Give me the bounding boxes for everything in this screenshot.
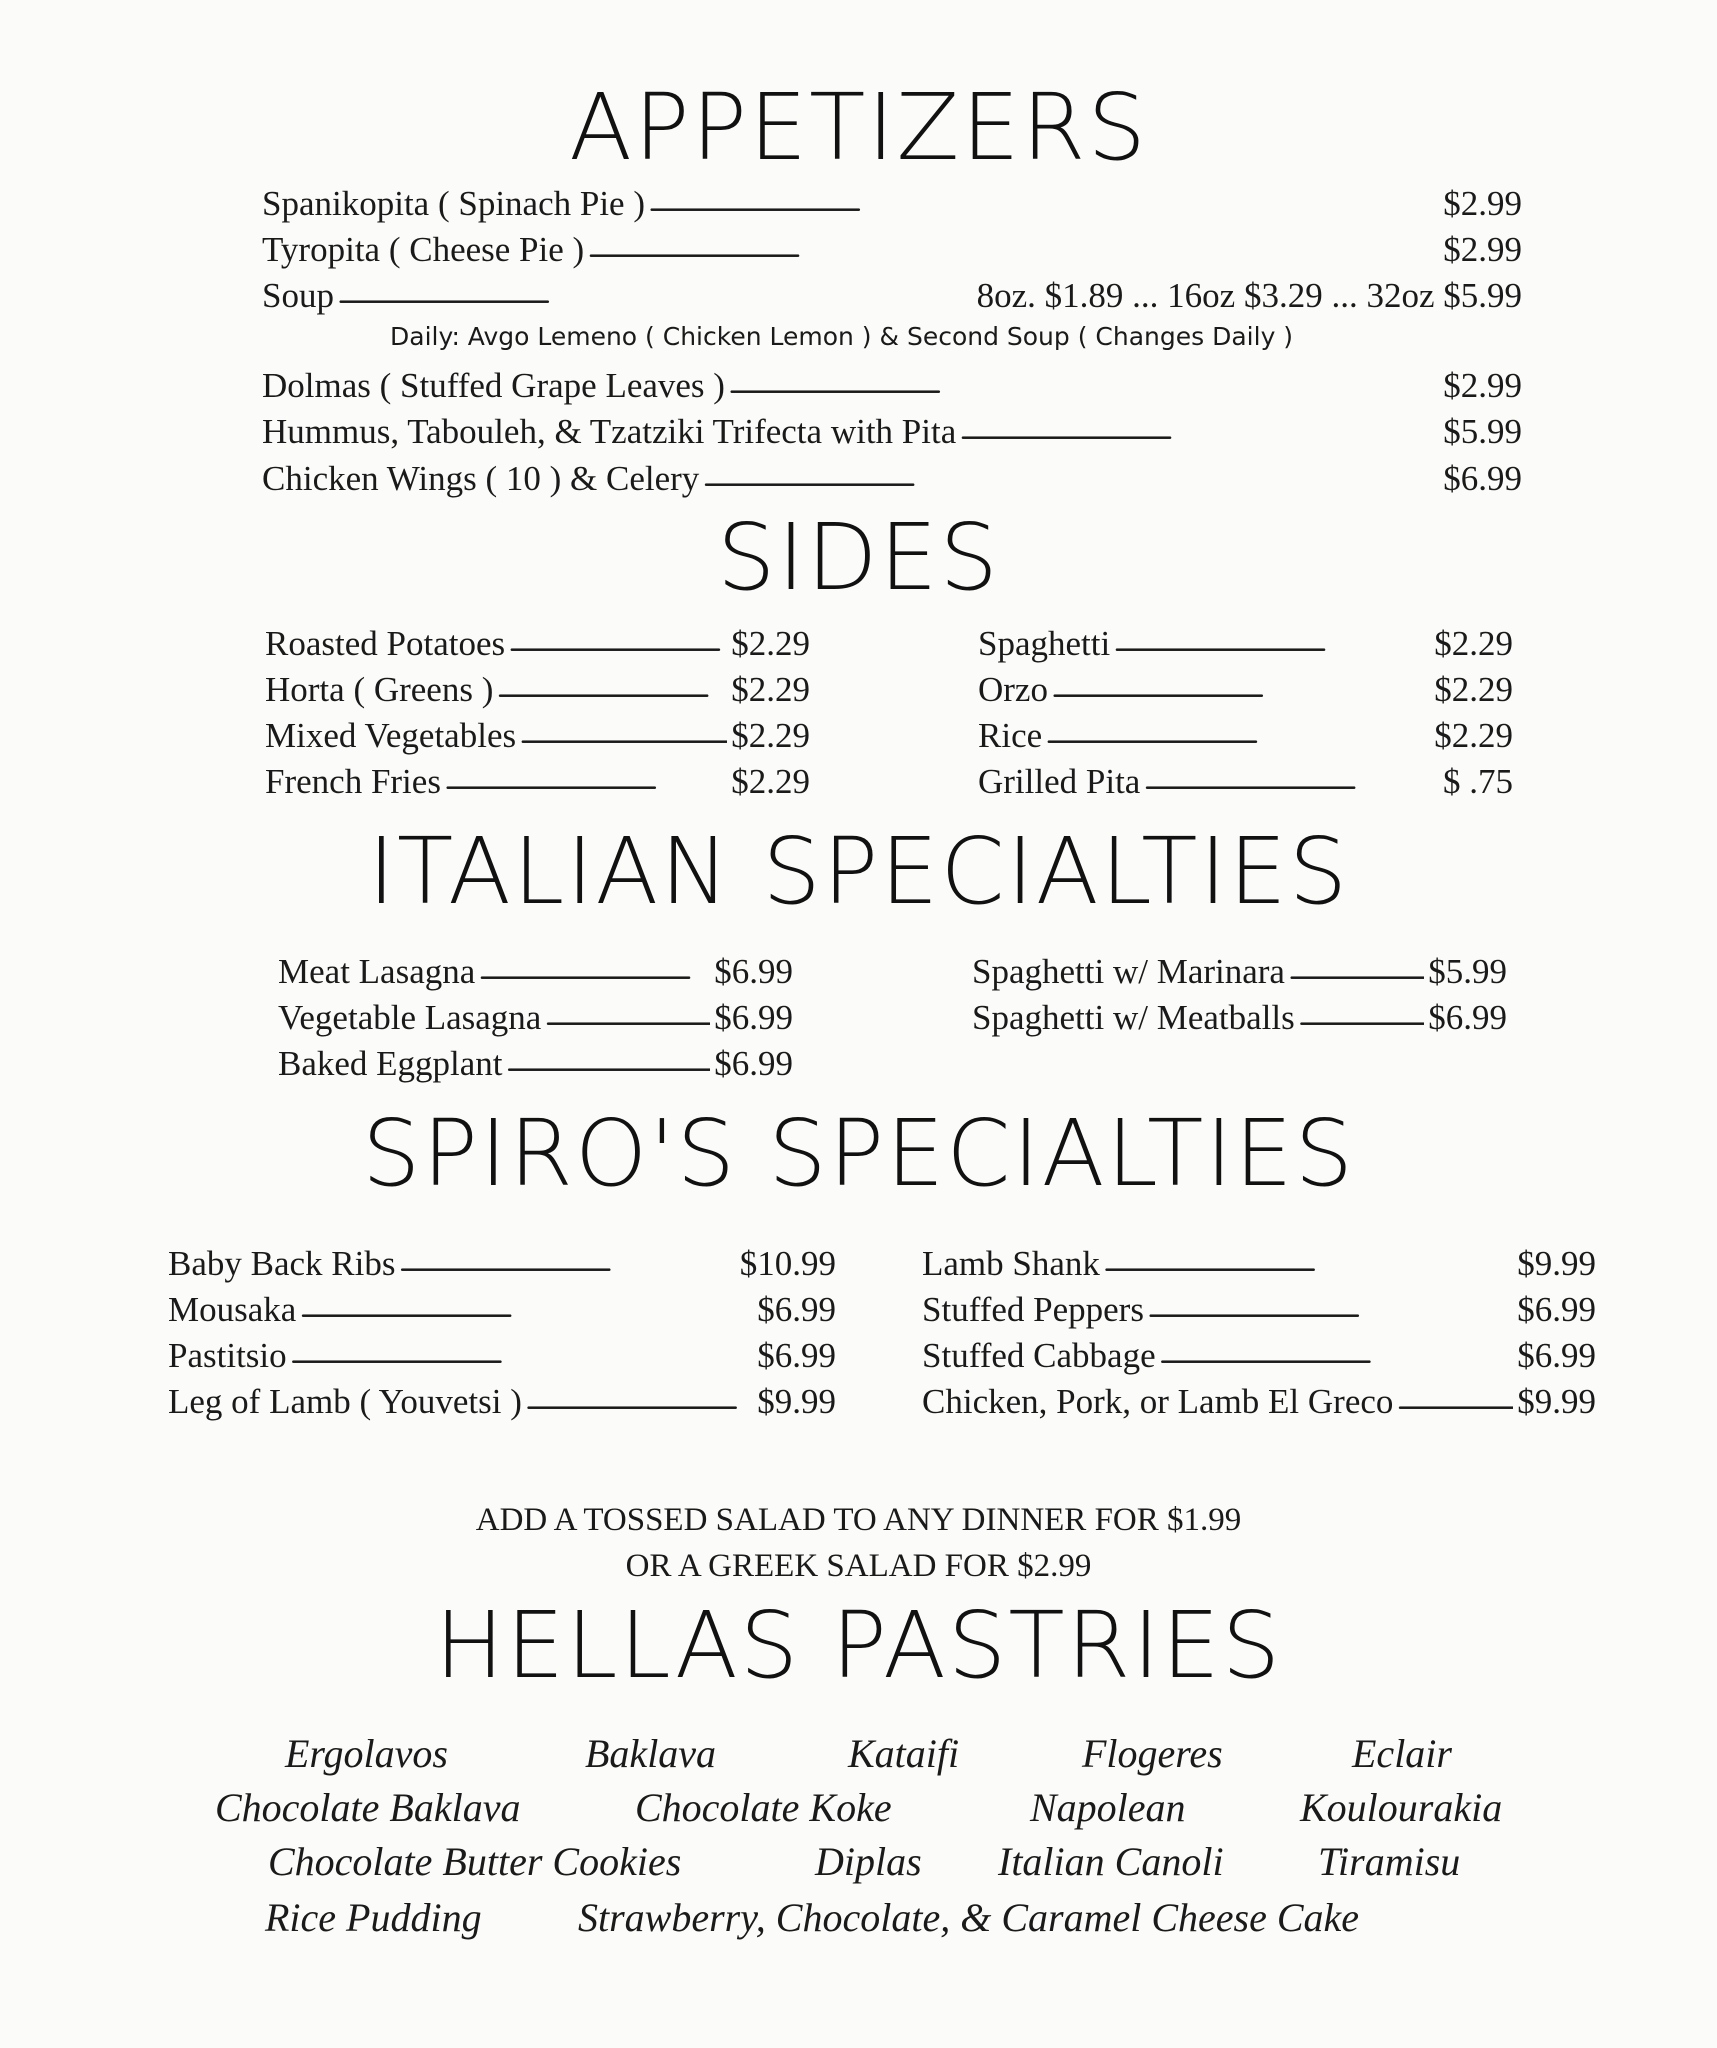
leader-dots xyxy=(497,666,727,701)
menu-item: Orzo . . . $2.29 xyxy=(978,666,1513,707)
menu-item: Leg of Lamb ( Youvetsi ) . . . $9.99 xyxy=(168,1378,836,1419)
pastry-item: Napolean xyxy=(1030,1785,1186,1830)
salad-offer-line-2: OR A GREEK SALAD FOR $2.99 xyxy=(625,1548,1092,1584)
pastry-item: Ergolavos xyxy=(285,1731,448,1776)
pastry-item: Rice Pudding xyxy=(265,1895,482,1940)
pastry-item: Flogeres xyxy=(1082,1731,1223,1776)
menu-item: Spanikopita ( Spinach Pie ) . . . $2.99 xyxy=(262,180,1522,221)
pastry-item: Chocolate Koke xyxy=(635,1785,892,1830)
menu-item: Baby Back Ribs . . . $10.99 xyxy=(168,1240,836,1281)
leader-dots xyxy=(1289,948,1424,983)
menu-item: Vegetable Lasagna . . . $6.99 xyxy=(278,994,793,1035)
daily-soup-note: Daily: Avgo Lemeno ( Chicken Lemon ) & Second Soup ( Changes Daily ) xyxy=(390,322,1294,351)
leader-dots xyxy=(649,180,1439,215)
menu-item: Chicken, Pork, or Lamb El Greco . . . $9.99 xyxy=(922,1378,1596,1419)
menu-item: Pastitsio . . . $6.99 xyxy=(168,1332,836,1373)
menu-item: Stuffed Peppers . . . $6.99 xyxy=(922,1286,1596,1327)
pastry-item: Diplas xyxy=(815,1839,922,1884)
leader-dots xyxy=(1052,666,1430,701)
menu-item: Chicken Wings ( 10 ) & Celery . . . $6.99 xyxy=(262,455,1522,496)
leader-dots xyxy=(338,272,973,307)
leader-dots xyxy=(1160,1332,1514,1367)
menu-item: Meat Lasagna . . . $6.99 xyxy=(278,948,793,989)
leader-dots xyxy=(479,948,710,983)
leader-dots xyxy=(445,758,727,793)
leader-dots xyxy=(509,620,727,655)
menu-item: Lamb Shank . . . $9.99 xyxy=(922,1240,1596,1281)
leader-dots xyxy=(1104,1240,1513,1275)
menu-item: Spaghetti w/ Marinara . . . $5.99 xyxy=(972,948,1507,989)
pastry-item: Italian Canoli xyxy=(998,1839,1224,1884)
pastry-item: Baklava xyxy=(585,1731,717,1776)
leader-dots xyxy=(960,408,1439,443)
leader-dots xyxy=(399,1240,735,1275)
leader-dots xyxy=(1299,994,1425,1029)
appetizers-heading: APPETIZERS xyxy=(569,74,1148,181)
leader-dots xyxy=(588,226,1439,261)
pastry-item: Chocolate Butter Cookies xyxy=(268,1839,682,1884)
pastry-item: Tiramisu xyxy=(1318,1839,1461,1884)
leader-dots xyxy=(703,455,1439,490)
leader-dots xyxy=(1046,712,1430,747)
menu-item: French Fries . . . $2.29 xyxy=(265,758,810,799)
pastry-item: Strawberry, Chocolate, & Caramel Cheese Cake xyxy=(578,1895,1360,1940)
leader-dots xyxy=(291,1332,754,1367)
menu-item: Spaghetti . . . $2.29 xyxy=(978,620,1513,661)
spiros-heading: SPIRO'S SPECIALTIES xyxy=(361,1100,1356,1207)
menu-item: Horta ( Greens ) . . . $2.29 xyxy=(265,666,810,707)
pastry-item: Koulourakia xyxy=(1300,1785,1503,1830)
menu-item: Baked Eggplant . . . $6.99 xyxy=(278,1040,793,1081)
menu-item: Grilled Pita . . . $ .75 xyxy=(978,758,1513,799)
menu-item: Dolmas ( Stuffed Grape Leaves ) . . . $2.99 xyxy=(262,362,1522,403)
leader-dots xyxy=(526,1378,753,1413)
leader-dots xyxy=(300,1286,753,1321)
leader-dots xyxy=(1397,1378,1513,1413)
italian-heading: ITALIAN SPECIALTIES xyxy=(367,818,1350,925)
leader-dots xyxy=(1114,620,1430,655)
menu-item: Tyropita ( Cheese Pie ) . . . $2.99 xyxy=(262,226,1522,267)
leader-dots xyxy=(1148,1286,1513,1321)
menu-item: Hummus, Tabouleh, & Tzatziki Trifecta with Pita . . . $5.99 xyxy=(262,408,1522,449)
menu-item: Spaghetti w/ Meatballs . . . $6.99 xyxy=(972,994,1507,1035)
menu-item: Roasted Potatoes . . . $2.29 xyxy=(265,620,810,661)
pastry-item: Eclair xyxy=(1352,1731,1452,1776)
leader-dots xyxy=(1144,758,1439,793)
pastry-item: Kataifi xyxy=(848,1731,960,1776)
salad-offer-line-1: ADD A TOSSED SALAD TO ANY DINNER FOR $1.99 xyxy=(475,1502,1242,1538)
leader-dots xyxy=(729,362,1439,397)
leader-dots xyxy=(520,712,727,747)
pastry-item: Chocolate Baklava xyxy=(215,1785,521,1830)
menu-item: Soup . . . 8oz. $1.89 ... 16oz $3.29 ... 32oz $5.99 xyxy=(262,272,1522,313)
sides-heading: SIDES xyxy=(717,504,1000,611)
menu-item: Mousaka . . . $6.99 xyxy=(168,1286,836,1327)
leader-dots xyxy=(545,994,710,1029)
menu-item: Mixed Vegetables . . . $2.29 xyxy=(265,712,810,753)
menu-item: Rice . . . $2.29 xyxy=(978,712,1513,753)
menu-item: Stuffed Cabbage . . . $6.99 xyxy=(922,1332,1596,1373)
leader-dots xyxy=(507,1040,711,1075)
pastries-heading: HELLAS PASTRIES xyxy=(434,1592,1283,1699)
